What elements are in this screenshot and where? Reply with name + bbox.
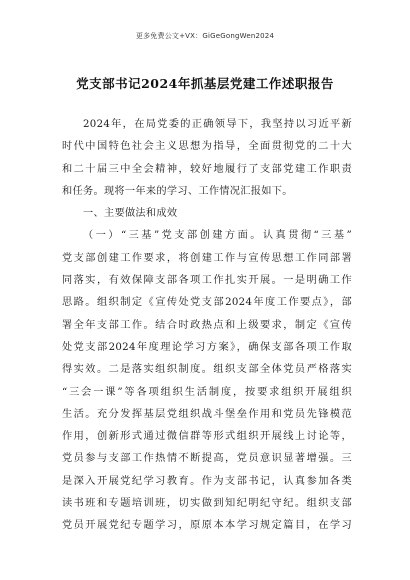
text-line: 是深入开展党纪学习教育。作为支部书记，认真参加各类 — [62, 475, 352, 487]
text-line: 读书班和专题培训班，切实做到知纪明纪守纪。组织支部 — [62, 498, 352, 510]
document-title: 党支部书记2024年抓基层党建工作述职报告 — [76, 76, 334, 91]
text-line: 时代中国特色社会主义思想为指导，全面贯彻党的二十大 — [62, 141, 352, 153]
text-line: 党员参与支部工作热情不断提高，党员意识显著增强。三 — [62, 453, 352, 465]
text-line: 一、主要做法和成效 — [83, 208, 178, 220]
header-note: 更多免费公文+VX：GiGeGongWen2024 — [135, 32, 275, 40]
text-line: 处党支部2024年度理论学习方案》，确保支部各项工作取 — [62, 341, 352, 353]
text-line: 署全年支部工作。结合时政热点和上级要求，制定《宣传 — [62, 319, 352, 331]
text-line: 得实效。二是落实组织制度。组织支部全体党员严格落实 — [62, 364, 352, 376]
text-line: 生活。充分发挥基层党组织战斗堡垒作用和党员先锋模范 — [62, 408, 352, 420]
text-line: 和二十届三中全会精神，较好地履行了支部党建工作职责 — [62, 163, 352, 175]
text-line: 党支部创建工作要求，将创建工作与宣传思想工作同部署 — [62, 252, 352, 264]
text-line: 党员开展党纪专题学习，原原本本学习规定篇目，在学习 — [62, 520, 352, 532]
text-line: “三会一课”等各项组织生活制度，按要求组织开展组织 — [62, 386, 352, 398]
text-line: 同落实，有效保障支部各项工作扎实开展。一是明确工作 — [62, 275, 352, 287]
text-line: 和任务。现将一年来的学习、工作情况汇报如下。 — [62, 185, 293, 197]
text-line: 作用，创新形式通过微信群等形式组织开展线上讨论等， — [62, 431, 352, 443]
text-line: （一）“三基”党支部创建方面。认真贯彻“三基” — [83, 230, 352, 242]
text-line: 2024年，在局党委的正确领导下，我坚持以习近平新 — [83, 119, 352, 130]
document-body — [62, 114, 352, 538]
text-line: 思路。组织制定《宣传处党支部2024年度工作要点》，部 — [62, 297, 352, 309]
